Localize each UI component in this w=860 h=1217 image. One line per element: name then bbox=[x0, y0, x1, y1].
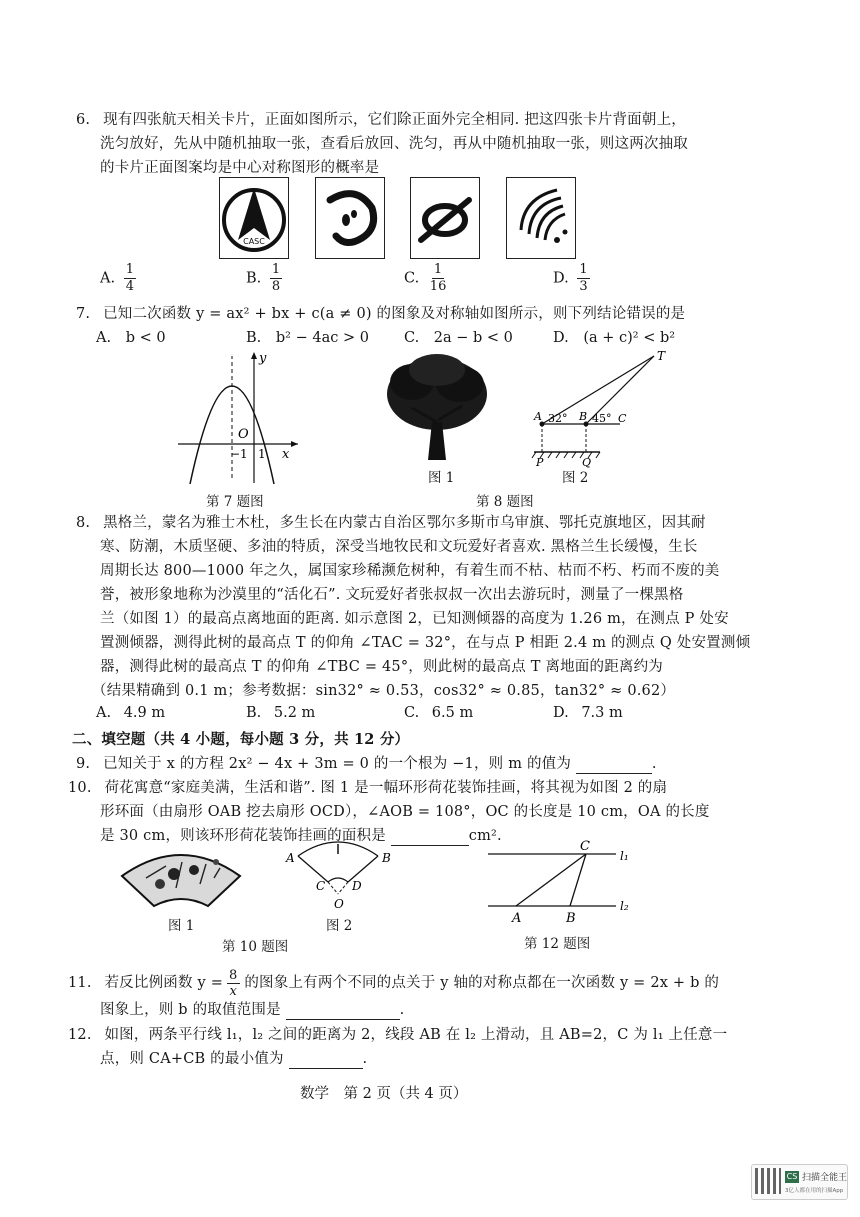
q6-d-den: 3 bbox=[579, 279, 588, 294]
q12-end: . bbox=[362, 1051, 368, 1067]
q10-label-A: A bbox=[286, 851, 295, 865]
q7-line bbox=[76, 304, 685, 324]
q6-c-num: 1 bbox=[433, 262, 443, 277]
q7-option-c-label: C. bbox=[404, 330, 420, 346]
q12-line1 bbox=[68, 1025, 727, 1045]
q8-option-a bbox=[96, 705, 165, 721]
q8-option-c bbox=[404, 705, 473, 721]
sector-ring-diagram bbox=[284, 836, 394, 914]
label-T: T bbox=[657, 349, 666, 363]
q10-figure-caption: 第 10 题图 bbox=[222, 939, 289, 955]
y-axis-label: y bbox=[259, 351, 267, 366]
label-B: B bbox=[579, 410, 588, 423]
q10-answer-blank[interactable] bbox=[391, 830, 469, 846]
q7-option-a-text: b < 0 bbox=[125, 330, 166, 346]
q8-option-d-label: D. bbox=[553, 705, 569, 721]
concentric-arcs-icon bbox=[507, 178, 575, 258]
q12-number: 12. bbox=[68, 1027, 92, 1043]
q7-parabola-graph bbox=[170, 348, 310, 488]
y-axis-arrow bbox=[251, 352, 257, 359]
one-label: 1 bbox=[258, 447, 266, 461]
q6-option-a-label: A. bbox=[100, 270, 116, 287]
q8-option-d bbox=[553, 705, 623, 721]
q11-text-1a: 若反比例函数 y = bbox=[104, 975, 224, 991]
q8-text-3: 周期长达 800—1000 年之久，属国家珍稀濒危树种，有着生而不枯、枯而不朽、朽而不废的美 bbox=[100, 563, 720, 579]
q6-option-d-fraction bbox=[577, 262, 589, 295]
q7-option-d bbox=[553, 330, 675, 346]
page-footer: 数学 第 2 页（共 4 页） bbox=[300, 1086, 468, 1102]
q6-line2: 洗匀放好，先从中随机抽取一张，查看后放回、洗匀，再从中随机抽取一张，则这两次抽取 bbox=[100, 136, 688, 152]
scanner-app-name: 扫描全能王 bbox=[802, 1173, 848, 1183]
q6-line1 bbox=[76, 110, 686, 130]
q6-b-den: 8 bbox=[271, 279, 281, 294]
q12-answer-blank[interactable] bbox=[289, 1053, 363, 1069]
label-angle-45: 45° bbox=[592, 412, 612, 425]
q8-option-b-label: B. bbox=[246, 705, 262, 721]
q12-label-A: A bbox=[512, 911, 522, 926]
label-Q: Q bbox=[582, 456, 592, 468]
x-axis-label: x bbox=[282, 447, 290, 462]
tree-illustration bbox=[382, 352, 492, 464]
q10-text-1: 荷花寓意“家庭美满，生活和谐”. 图 1 是一幅环形荷花装饰挂画，将其视为如图 2 的扇 bbox=[104, 780, 668, 796]
q6-option-a-fraction bbox=[124, 262, 136, 295]
x-axis-arrow bbox=[291, 441, 298, 447]
q10-label-D: D bbox=[352, 879, 362, 893]
q8-option-c-label: C. bbox=[404, 705, 420, 721]
scanner-logo-icon: CS bbox=[786, 1172, 798, 1181]
q8-text-5: 兰（如图 1）的最高点离地面的距离. 如示意图 2，已知测倾器的高度为 1.26 m，在测点 P 处安 bbox=[100, 611, 729, 627]
lotus-fan-painting bbox=[116, 848, 246, 914]
q8-text-4: 誉，被形象地称为沙漠里的“活化石”. 文玩爱好者张叔叔一次出去游玩时，测量了一棵黑格 bbox=[100, 587, 684, 603]
q6-option-d bbox=[553, 262, 590, 295]
q6-option-c-label: C. bbox=[404, 270, 420, 287]
label-P: P bbox=[536, 456, 544, 468]
q9-end: . bbox=[651, 756, 657, 772]
origin-label: O bbox=[238, 427, 249, 442]
q12-label-C: C bbox=[580, 839, 590, 854]
q10-label-B: B bbox=[382, 851, 391, 865]
q11-text-1b: 的图象上有两个不同的点关于 y 轴的对称点都在一次函数 y = 2x + b 的 bbox=[244, 975, 720, 991]
qr-code-icon bbox=[755, 1168, 781, 1194]
neg-one-label: −1 bbox=[230, 447, 248, 461]
q8-option-b bbox=[246, 705, 315, 721]
q12-label-l1: l₁ bbox=[620, 849, 629, 863]
q10-fig2-caption: 图 2 bbox=[326, 918, 353, 934]
q6-option-b-label: B. bbox=[246, 270, 262, 287]
q8-option-d-text: 7.3 m bbox=[581, 705, 623, 721]
q6-option-c bbox=[404, 262, 448, 295]
q11-fraction bbox=[227, 968, 239, 999]
q7-option-b-label: B. bbox=[246, 330, 262, 346]
q10-unit: cm². bbox=[468, 828, 502, 844]
casc-logo-icon bbox=[220, 178, 288, 258]
q8-number: 8. bbox=[76, 515, 91, 531]
q8-line1 bbox=[76, 513, 706, 533]
q8-figure-caption: 第 8 题图 bbox=[476, 494, 534, 510]
q8-option-a-label: A. bbox=[96, 705, 112, 721]
parallel-lines-diagram bbox=[486, 836, 636, 926]
q7-option-b bbox=[246, 330, 369, 346]
section-fill-in-title: 二、填空题（共 4 小题，每小题 3 分，共 12 分） bbox=[72, 731, 410, 748]
q6-option-c-fraction bbox=[428, 262, 449, 295]
q6-option-d-label: D. bbox=[553, 270, 569, 287]
q7-option-d-label: D. bbox=[553, 330, 569, 346]
q11-answer-blank[interactable] bbox=[286, 1004, 400, 1020]
q6-a-num: 1 bbox=[125, 262, 134, 277]
q12-label-l2: l₂ bbox=[620, 899, 629, 913]
q8-text-8: （结果精确到 0.1 m；参考数据：sin32° ≈ 0.53，cos32° ≈ 0.85，tan32° ≈ 0.62） bbox=[92, 683, 676, 699]
q11-line2 bbox=[100, 1000, 404, 1020]
q11-frac-den: x bbox=[229, 983, 238, 999]
q6-text-1: 现有四张航天相关卡片，正面如图所示，它们除正面外完全相同. 把这四张卡片背面朝上， bbox=[103, 112, 686, 128]
q10-label-O: O bbox=[334, 897, 344, 911]
scanner-app-tagline: 3亿人都在用的扫描App bbox=[785, 1188, 844, 1194]
q10-text-2: 形环面（由扇形 OAB 挖去扇形 OCD），∠AOB = 108°，OC 的长度是 10 cm，OA 的长度 bbox=[100, 804, 710, 820]
q12-figure-caption: 第 12 题图 bbox=[524, 936, 591, 952]
q11-line1 bbox=[68, 963, 719, 1003]
q8-text-6: 置测倾器，测得此树的最高点 T 的仰角 ∠TAC = 32°，在与点 P 相距 2.4 m 的测点 Q 处安置测倾 bbox=[100, 635, 751, 651]
scanner-app-badge bbox=[751, 1164, 848, 1200]
q10-line1 bbox=[68, 778, 667, 798]
q9-text: 已知关于 x 的方程 2x² − 4x + 3m = 0 的一个根为 −1，则 m 的值为 bbox=[103, 756, 572, 772]
q7-option-c-text: 2a − b < 0 bbox=[433, 330, 513, 346]
q10-fig1-caption: 图 1 bbox=[168, 918, 195, 934]
q6-a-den: 4 bbox=[125, 279, 134, 294]
q12-line2 bbox=[100, 1049, 367, 1069]
q9-number: 9. bbox=[76, 756, 91, 772]
q6-number: 6. bbox=[76, 112, 91, 128]
card-arcs-logo bbox=[506, 177, 576, 259]
q6-option-a bbox=[100, 262, 136, 295]
q10-number: 10. bbox=[68, 780, 92, 796]
q10-label-C: C bbox=[316, 879, 326, 893]
q8-option-a-text: 4.9 m bbox=[123, 705, 166, 721]
q8-option-c-text: 6.5 m bbox=[431, 705, 474, 721]
elevation-measurement-diagram bbox=[530, 348, 670, 468]
q12-text-1: 如图，两条平行线 l₁，l₂ 之间的距离为 2，线段 AB 在 l₂ 上滑动，且 AB=2，C 为 l₁ 上任意一 bbox=[104, 1027, 728, 1043]
brush-swirl-icon bbox=[316, 178, 384, 258]
q7-option-b-text: b² − 4ac > 0 bbox=[275, 330, 369, 346]
q6-option-b bbox=[246, 262, 282, 295]
q6-b-num: 1 bbox=[271, 262, 281, 277]
q8-option-b-text: 5.2 m bbox=[273, 705, 316, 721]
label-A: A bbox=[534, 410, 542, 423]
q11-end: . bbox=[399, 1002, 405, 1018]
q8-text-2: 寒、防潮，木质坚硬、多油的特质，深受当地牧民和文玩爱好者喜欢. 黑格兰生长缓慢，生长 bbox=[100, 539, 698, 555]
label-C: C bbox=[618, 412, 627, 425]
label-angle-32: 32° bbox=[548, 412, 568, 425]
q8-text-7: 器，测得此树的最高点 T 的仰角 ∠TBC = 45°，则此树的最高点 T 离地面的距离约为 bbox=[100, 659, 663, 675]
q11-text-2: 图象上，则 b 的取值范围是 bbox=[100, 1002, 281, 1018]
card-brush-logo bbox=[315, 177, 385, 259]
q10-text-3: 是 30 cm，则该环形荷花装饰挂画的面积是 bbox=[100, 828, 386, 844]
q12-label-B: B bbox=[566, 911, 576, 926]
card-orbit-logo bbox=[410, 177, 480, 259]
casc-logo-text: CASC bbox=[243, 237, 265, 246]
q7-option-c bbox=[404, 330, 513, 346]
q8-fig1-caption: 图 1 bbox=[428, 470, 455, 486]
q7-number: 7. bbox=[76, 306, 91, 322]
card-casc-logo bbox=[219, 177, 289, 259]
q7-option-a bbox=[96, 330, 166, 346]
q11-number: 11. bbox=[68, 975, 92, 991]
q6-c-den: 16 bbox=[429, 279, 447, 294]
q6-line3: 的卡片正面图案均是中心对称图形的概率是 bbox=[100, 160, 380, 176]
q11-frac-num: 8 bbox=[229, 967, 238, 983]
segment-CA bbox=[516, 854, 586, 906]
q9-line bbox=[76, 754, 657, 774]
orbit-symbol-icon bbox=[411, 178, 479, 258]
q8-fig2-caption: 图 2 bbox=[562, 470, 589, 486]
segment-CB bbox=[570, 854, 586, 906]
q6-option-b-fraction bbox=[270, 262, 282, 295]
q6-d-num: 1 bbox=[579, 262, 588, 277]
q8-text-1: 黑格兰，蒙名为雅士木杜，多生长在内蒙古自治区鄂尔多斯市乌审旗、鄂托克旗地区，因其耐 bbox=[103, 515, 706, 531]
q12-text-2: 点，则 CA+CB 的最小值为 bbox=[100, 1051, 284, 1067]
q7-figure-caption: 第 7 题图 bbox=[206, 494, 264, 510]
q9-answer-blank[interactable] bbox=[576, 758, 652, 774]
q7-option-a-label: A. bbox=[96, 330, 112, 346]
q7-text: 已知二次函数 y = ax² + bx + c(a ≠ 0) 的图象及对称轴如图所示，则下列结论错误的是 bbox=[103, 306, 686, 322]
q7-option-d-text: (a + c)² < b² bbox=[583, 330, 676, 346]
